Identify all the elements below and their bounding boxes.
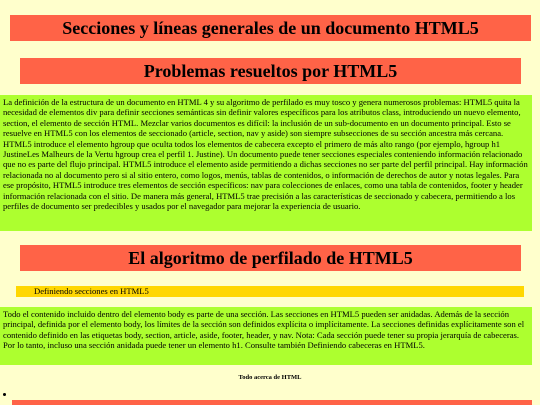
section-heading-problems: Problemas resueltos por HTML5: [20, 58, 521, 84]
body-paragraph: Todo el contenido incluido dentro del elemento body es parte de una sección. Las secciones en HTML5 pueden ser anidadas. Además de la sección principal, definida por el elemento body, los límites de la sección son definidos explícita o implícitamente. La secciones definidas explícitamente son el contenido definido en las etiquetas body, section, article, aside, footer, header, y nav. Nota: Cada sección puede tener su propia jerarquía de cabeceras. Por lo tanto, incluso una sección anidada puede tener un elemento h1. Consulte también Definiendo cabeceras en HTML5.: [0, 307, 532, 365]
list-bullet: [3, 393, 6, 396]
main-title: Secciones y líneas generales de un documento HTML5: [10, 15, 531, 41]
footer-note: Todo acerca de HTML: [238, 374, 302, 381]
intro-paragraph: La definición de la estructura de un documento en HTML 4 y su algoritmo de perfilado es muy tosco y genera numerosos problemas: HTML5 quita la necesidad de elementos div para definir secciones semánticas sin definir valores específicos para los atributos class, introduciendo un nuevo elemento, section, el elemento de sección HTML. Mezclar varios documentos es difícil: la inclusión de un sub-documento en un documento principal. Esto se resuelve en HTML5 con los elementos de seccionado (article, section, nav y aside) son siempre subsecciones de su sección ancestra más cercana. HTML5 introduce el elemento hgroup que oculta todos los elementos de cabecera excepto el primero de más alto rango (por ejemplo, hgroup h1 JustineLes Malheurs de la Vertu hgroup crea el perfil 1. Justine). Un documento puede tener secciones especiales conteniendo información relacionado que no es parte del flujo principal. HTML5 introduce el elemento aside permitiendo a dichas secciones no ser parte del perfil principal. Hay información relacionada no al documento pero si al sitio entero, como logos, menús, tablas de contenidos, o información de derechos de autor y notas legales. Para ese propósito, HTML5 introduce tres elementos de sección específicos: nav para colecciones de enlaces, como una tabla de contenidos, footer y header información relacionada con el sitio. De manera más general, HTML5 trae precisión a las características de seccionado y cabecera, permitiendo a los perfiles de documento ser predecibles y usados por el navegador para mejorar la experiencia de usuario.: [0, 95, 532, 231]
bottom-banner: [12, 400, 532, 405]
subheading-defining-sections: Definiendo secciones en HTML5: [16, 286, 524, 297]
section-heading-algorithm: El algoritmo de perfilado de HTML5: [20, 245, 521, 271]
